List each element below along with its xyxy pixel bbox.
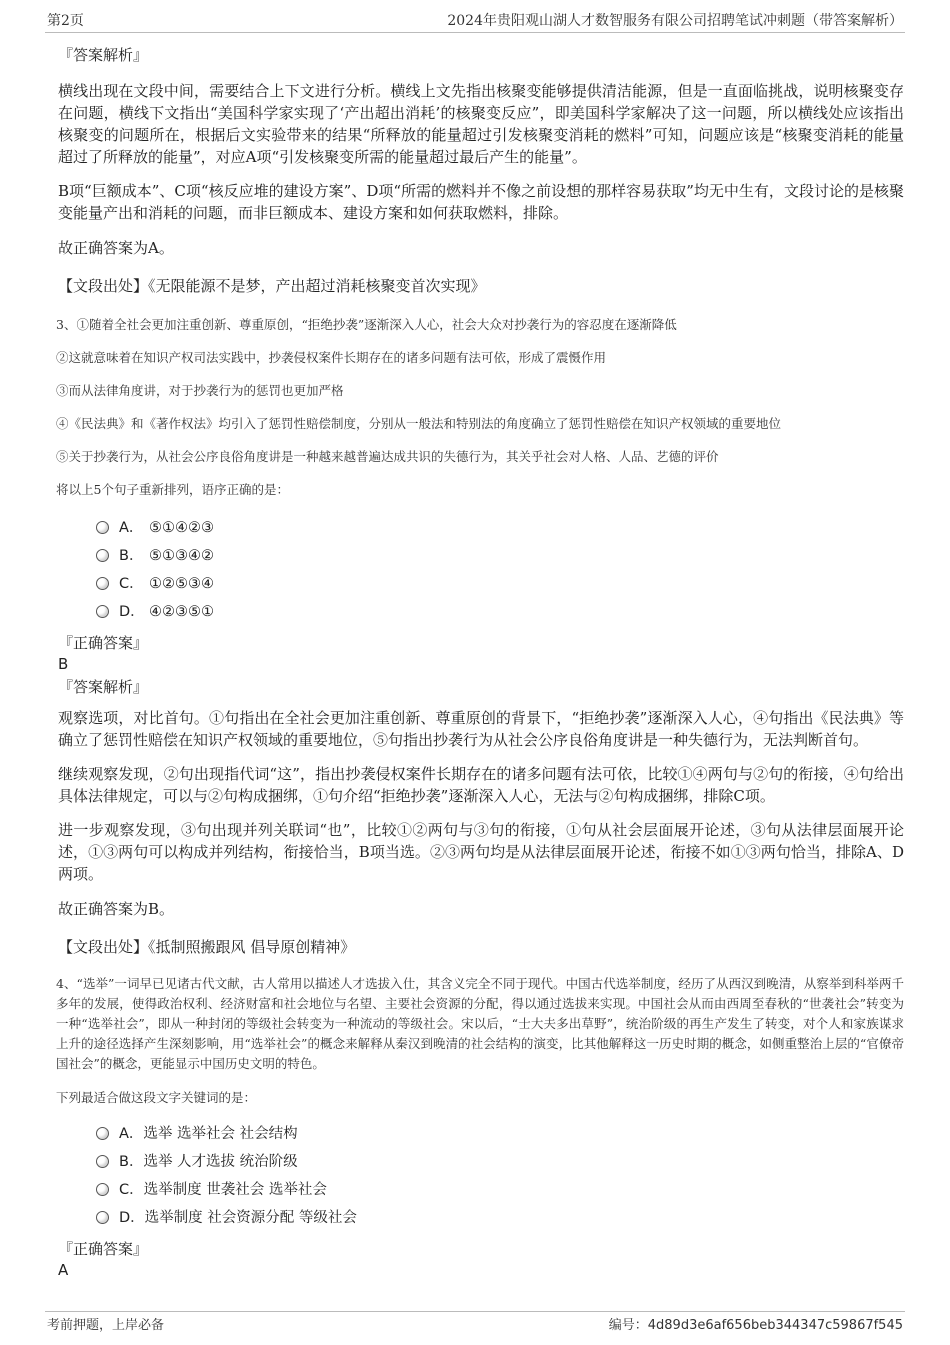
q4-answer: A [58, 1261, 69, 1279]
q3-analysis-para-3: 进一步观察发现，③句出现并列关联词“也”，比较①②两句与③句的衔接，①句从社会层面展开论述，③句从法律层面展开论述，①③两句可以构成并列结构，衔接恰当，B项当选。②③两句均是从法律层面展开论述，衔接不如①③两句恰当，排除A、D两项。 [58, 821, 904, 883]
q4-answer-tag: 『正确答案』 [58, 1240, 149, 1258]
document-title: 2024年贵阳观山湖人才数智服务有限公司招聘笔试冲刺题（带答案解析） [447, 13, 903, 29]
q3-sentence-5: ⑤关于抄袭行为，从社会公序良俗角度讲是一种越来越普遍达成共识的失德行为，其关乎社会对人格、人品、艺德的评价 [56, 449, 719, 464]
q3-sentence-2: ②这就意味着在知识产权司法实践中，抄袭侵权案件长期存在的诸多问题有法可依，形成了震慑作用 [56, 350, 607, 365]
question-3 [56, 315, 904, 958]
footer-slogan: 考前押题，上岸必备 [47, 1318, 165, 1333]
q2-source: 【文段出处】《无限能源不是梦，产出超过消耗核聚变首次实现》 [58, 277, 486, 295]
page-header [45, 10, 905, 33]
q3-sentence-3: ③而从法律角度讲，对于抄袭行为的惩罚也更加严格 [56, 383, 344, 398]
q2-analysis-tag: 『答案解析』 [58, 46, 149, 64]
page-content [56, 44, 904, 1280]
q3-sentence-1: 3、①随着全社会更加注重创新、尊重原创，“拒绝抄袭”逐渐深入人心，社会大众对抄袭行为的容忍度在逐渐降低 [56, 317, 677, 332]
radio-icon[interactable] [96, 1127, 109, 1140]
q3-answer-tag: 『正确答案』 [58, 634, 149, 652]
q2-analysis-para-2: B项“巨额成本”、C项“核反应堆的建设方案”、D项“所需的燃料并不像之前设想的那样容易获取”均无中生有，文段讨论的是核聚变能量产出和消耗的问题，而非巨额成本、建设方案和如何获取燃料，排除。 [58, 182, 904, 222]
q4-option-c[interactable]: C．选举制度 世袭社会 选举社会 [96, 1176, 904, 1204]
radio-icon[interactable] [96, 577, 109, 590]
q3-option-d[interactable]: D． ④②③⑤① [96, 598, 904, 626]
q3-sentence-4: ④《民法典》和《著作权法》均引入了惩罚性赔偿制度，分别从一般法和特别法的角度确立了惩罚性赔偿在知识产权领域的重要地位 [56, 416, 782, 431]
q4-prompt: 下列最适合做这段文字关键词的是： [56, 1090, 257, 1105]
q4-option-a[interactable]: A．选举 选举社会 社会结构 [96, 1120, 904, 1148]
q3-answer: B [58, 655, 69, 673]
q4-options [96, 1120, 904, 1232]
radio-icon[interactable] [96, 521, 109, 534]
q2-conclusion: 故正确答案为A。 [58, 239, 174, 257]
q3-option-b[interactable]: B． ⑤①③④② [96, 542, 904, 570]
page-footer [45, 1311, 905, 1336]
q3-conclusion: 故正确答案为B。 [58, 900, 175, 918]
q4-stem: 4、“选举”一词早已见诸古代文献，古人常用以描述人才选拔入仕，其含义完全不同于现代。中国古代选举制度，经历了从西汉到晚清，从察举到科举两千多年的发展，使得政治权利、经济财富和社会地位与名望、主要社会资源的分配，得以通过选拔来实现。中国社会从而由西周至春秋的“世袭社会”转变为一种“选举社会”，即从一种封闭的等级社会转变为一种流动的等级社会。宋以后，“士大夫多出草野”，统治阶级的再生产发生了转变，对个人和家族谋求上升的途径选择产生深刻影响，用“选举社会”的概念来解释从秦汉到晚清的社会结构的演变，比其他解释这一历史时期的概念，如侧重整治上层的“官僚帝国社会”的概念，更能显示中国历史文明的特色。 [56, 976, 904, 1071]
q3-analysis-para-2: 继续观察发现，②句出现指代词“这”，指出抄袭侵权案件长期存在的诸多问题有法可依，比较①④两句与②句的衔接，④句给出具体法律规定，可以与②句构成捆绑，①句介绍“拒绝抄袭”逐渐深入人心，无法与②句构成捆绑，排除C项。 [58, 765, 904, 805]
q3-option-a[interactable]: A． ⑤①④②③ [96, 514, 904, 542]
q3-option-c[interactable]: C． ①②⑤③④ [96, 570, 904, 598]
q3-analysis-tag: 『答案解析』 [58, 678, 149, 696]
page-number: 第2页 [47, 13, 84, 29]
document-code [609, 1314, 903, 1338]
q3-source: 【文段出处】《抵制照搬跟风 倡导原创精神》 [58, 938, 356, 956]
code-label: 编号： [608, 1318, 648, 1333]
radio-icon[interactable] [96, 1211, 109, 1224]
radio-icon[interactable] [96, 605, 109, 618]
q3-options [96, 514, 904, 626]
code-value: 4d89d3e6af656beb344347c59867f545 [647, 1318, 903, 1333]
radio-icon[interactable] [96, 549, 109, 562]
question-4 [56, 974, 904, 1280]
q3-analysis-para-1: 观察选项，对比首句。①句指出在全社会更加注重创新、尊重原创的背景下，“拒绝抄袭”逐渐深入人心，④句指出《民法典》等确立了惩罚性赔偿在知识产权领域的重要地位，⑤句指出抄袭行为从社会公序良俗角度讲是一种失德行为，无法判断首句。 [58, 709, 904, 749]
q4-option-d[interactable]: D．选举制度 社会资源分配 等级社会 [96, 1204, 904, 1232]
q2-analysis-para-1: 横线出现在文段中间，需要结合上下文进行分析。横线上文先指出核聚变能够提供清洁能源，但是一直面临挑战，说明核聚变存在问题，横线下文指出“美国科学家实现了‘产出超出消耗’的核聚变反应”，即美国科学家解决了这一问题，所以横线处应该指出核聚变的问题所在，根据后文实验带来的结果“所释放的能量超过引发核聚变消耗的燃料”可知，问题应该是“核聚变消耗的能量超过了所释放的能量”，对应A项“引发核聚变所需的能量超过最后产生的能量”。 [58, 82, 904, 166]
q4-option-b[interactable]: B．选举 人才选拔 统治阶级 [96, 1148, 904, 1176]
radio-icon[interactable] [96, 1183, 109, 1196]
q3-prompt: 将以上5个句子重新排列，语序正确的是： [56, 482, 289, 497]
radio-icon[interactable] [96, 1155, 109, 1168]
